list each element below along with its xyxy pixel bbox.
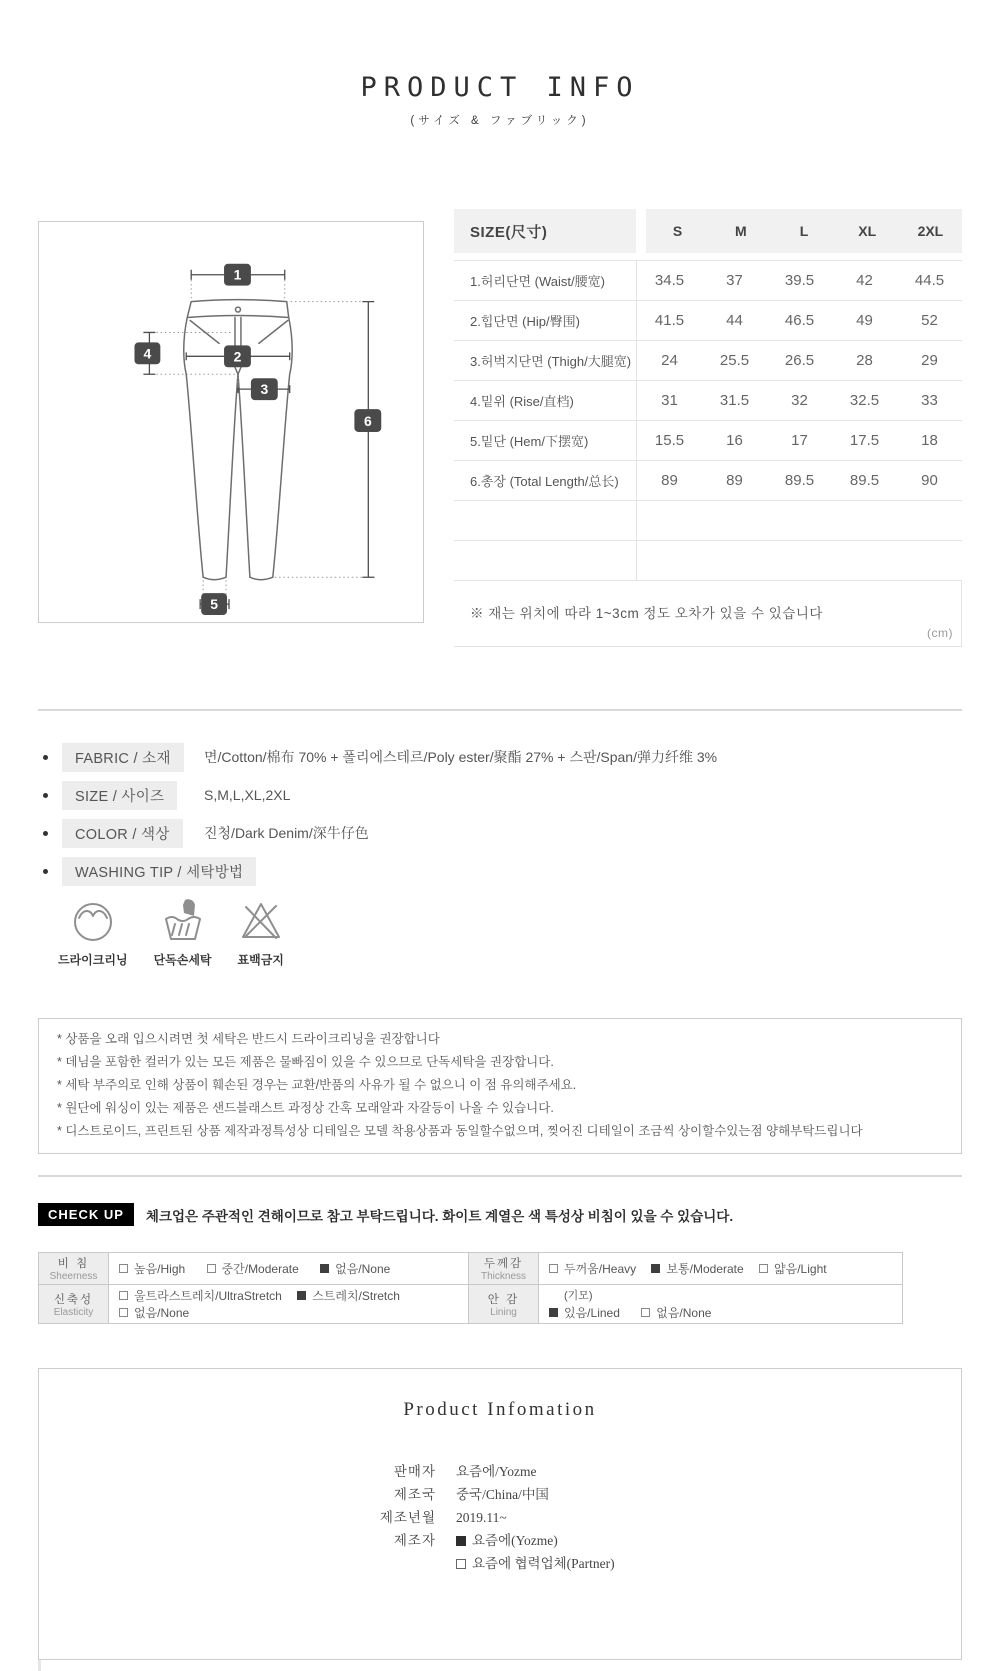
dry-clean-icon — [70, 897, 116, 943]
cell: 16 — [726, 432, 743, 449]
option-sheerness-moderate: 중간/Moderate — [207, 1260, 299, 1277]
maker-option-yozme: 요즘에(Yozme) — [456, 1534, 558, 1548]
cell: 28 — [856, 352, 873, 369]
lining-options — [539, 1285, 903, 1324]
hand-wash-icon — [160, 897, 206, 943]
elasticity-options — [109, 1285, 469, 1324]
cell: 17.5 — [849, 432, 880, 449]
size-section — [38, 209, 962, 647]
bullet-icon — [43, 755, 48, 760]
size-table-body — [454, 260, 962, 647]
no-bleach-icon — [238, 897, 284, 943]
lining-prefix: (기모) — [564, 1290, 593, 1302]
checkbox-icon — [549, 1308, 558, 1317]
table-row-hip — [454, 301, 962, 341]
size-value: S,M,L,XL,2XL — [204, 787, 291, 803]
svg-text:6: 6 — [363, 412, 372, 429]
spec-list — [38, 745, 962, 883]
checkup-row-2 — [39, 1285, 903, 1324]
bullet-icon — [43, 793, 48, 798]
checkbox-icon — [549, 1264, 558, 1273]
marker-1 — [224, 264, 251, 286]
checkbox-icon — [119, 1308, 128, 1317]
cell: 44.5 — [914, 272, 945, 289]
wash-item-label: 표백금지 — [237, 953, 284, 967]
color-value: 진청/Dark Denim/深牛仔色 — [204, 825, 369, 841]
cell: 25.5 — [719, 352, 750, 369]
row-label: 2.힙단면 (Hip/臀围) — [470, 314, 580, 329]
option-elasticity-stretch: 스트레치/Stretch — [297, 1287, 400, 1304]
wash-item-dry-clean — [58, 897, 128, 968]
fabric-value: 면/Cotton/棉布 70% + 폴리에스테르/Poly ester/聚酯 27% + 스판/Span/弹力纤维 3% — [204, 749, 718, 765]
row-label: 4.밑위 (Rise/直档) — [470, 394, 574, 409]
row-label: 6.총장 (Total Length/总长) — [470, 474, 619, 489]
size-col-xl: XL — [858, 223, 877, 239]
cell: 89 — [726, 472, 743, 489]
checkup-row — [38, 1203, 962, 1226]
checkbox-icon — [297, 1291, 306, 1300]
cell: 89.5 — [849, 472, 880, 489]
svg-text:4: 4 — [143, 345, 152, 362]
cell: 15.5 — [654, 432, 685, 449]
care-note: * 상품을 오래 입으시려면 첫 세탁은 반드시 드라이크리닝을 권장합니다 — [57, 1032, 440, 1046]
sheerness-header: 비 침 Sheerness — [39, 1253, 109, 1285]
checkbox-icon — [207, 1264, 216, 1273]
checkbox-icon — [320, 1264, 329, 1273]
row-label: 3.허벅지단면 (Thigh/大腿宽) — [470, 354, 632, 369]
cell: 44 — [726, 312, 743, 329]
pi-row-maker: 제조자 요즘에(Yozme) — [393, 1533, 558, 1548]
option-lining-none: 없음/None — [641, 1304, 711, 1321]
title-block — [0, 0, 1000, 128]
cell: 90 — [921, 472, 938, 489]
cell: 32.5 — [849, 392, 880, 409]
care-note: * 원단에 워싱이 있는 제품은 샌드블래스트 과정상 간혹 모래알과 자갈등이 나올 수 있습니다. — [57, 1101, 554, 1115]
row-label: 1.허리단면 (Waist/腰宽) — [470, 274, 605, 289]
cell: 31.5 — [719, 392, 750, 409]
bullet-icon — [43, 831, 48, 836]
size-table-header — [454, 209, 962, 253]
size-table — [454, 209, 962, 647]
elasticity-header: 신축성 Elasticity — [39, 1285, 109, 1324]
checkbox-icon — [456, 1559, 466, 1569]
washing-icons — [58, 897, 962, 968]
table-row-rise — [454, 381, 962, 421]
cell: 89 — [661, 472, 678, 489]
size-col-m: M — [734, 223, 747, 239]
care-note: * 데님을 포함한 컬러가 있는 모든 제품은 물빠짐이 있을 수 있으므로 단독세탁을 권장합니다. — [57, 1055, 554, 1069]
cell: 46.5 — [784, 312, 815, 329]
cell: 34.5 — [654, 272, 685, 289]
option-thickness-heavy: 두꺼움/Heavy — [549, 1260, 636, 1277]
thickness-options — [539, 1253, 903, 1285]
wash-item-label: 드라이크리닝 — [58, 953, 128, 967]
option-thickness-light: 얇음/Light — [759, 1260, 827, 1277]
pi-row-country: 제조국 중국/China/中国 — [393, 1487, 549, 1502]
table-row-hem — [454, 421, 962, 461]
wash-item-hand-wash — [154, 897, 212, 968]
spec-row-washing — [38, 859, 962, 883]
svg-text:5: 5 — [210, 596, 218, 613]
checkbox-icon — [119, 1264, 128, 1273]
option-elasticity-ultrastretch: 울트라스트레치/UltraStretch — [119, 1287, 282, 1304]
cell: 33 — [921, 392, 938, 409]
size-col-l: L — [799, 223, 809, 239]
cell: 49 — [856, 312, 873, 329]
care-notes-box — [38, 1018, 962, 1154]
checkbox-icon — [119, 1291, 128, 1300]
wash-item-no-bleach — [238, 897, 284, 968]
option-sheerness-none: 없음/None — [320, 1260, 390, 1277]
pi-row-seller: 판매자 요즘에/Yozme — [393, 1464, 537, 1479]
sheerness-options — [109, 1253, 469, 1285]
color-label: COLOR / 색상 — [62, 819, 183, 848]
care-note: * 디스트로이드, 프린트된 상품 제작과정특성상 디테일은 모델 착용상품과 동일할수없으며, 찢어진 디테일이 조금씩 상이할수있는점 양해부탁드립니다 — [57, 1124, 863, 1138]
page-subtitle: (サイズ & ファブリック) — [410, 115, 590, 127]
cell: 26.5 — [784, 352, 815, 369]
washing-label: WASHING TIP / 세탁방법 — [62, 857, 256, 886]
cell: 37 — [726, 272, 743, 289]
marker-2 — [224, 345, 251, 367]
size-col-s: S — [672, 223, 683, 239]
checkbox-icon — [641, 1308, 650, 1317]
checkbox-icon — [651, 1264, 660, 1273]
product-information-rows — [39, 1465, 961, 1571]
checkbox-icon — [759, 1264, 768, 1273]
pi-row-date: 제조년월 2019.11~ — [379, 1510, 507, 1525]
product-information-box — [38, 1368, 962, 1660]
checkup-row-1 — [39, 1253, 903, 1285]
cell: 41.5 — [654, 312, 685, 329]
svg-text:2: 2 — [233, 348, 242, 365]
pants-measurement-diagram — [38, 221, 424, 623]
spec-row-size — [38, 783, 962, 807]
option-sheerness-high: 높음/High — [119, 1260, 185, 1277]
product-information-title: Product Infomation — [403, 1399, 597, 1420]
cell: 29 — [921, 352, 938, 369]
spec-row-color — [38, 821, 962, 845]
maker-option-partner: 요즘에 협력업체(Partner) — [456, 1557, 615, 1571]
fabric-label: FABRIC / 소재 — [62, 743, 184, 772]
page-title: PRODUCT INFO — [360, 72, 640, 103]
marker-5 — [201, 593, 227, 615]
divider — [38, 709, 962, 711]
cell: 39.5 — [784, 272, 815, 289]
option-elasticity-none: 없음/None — [119, 1304, 189, 1321]
size-table-title: SIZE(尺寸) — [454, 209, 636, 253]
marker-4 — [134, 342, 160, 364]
size-note-text: ※ 재는 위치에 따라 1~3cm 정도 오차가 있을 수 있습니다 — [470, 606, 823, 621]
cell: 32 — [791, 392, 808, 409]
lining-header: 안 감 Lining — [469, 1285, 539, 1324]
left-border-line — [38, 1660, 41, 1671]
size-unit: (cm) — [927, 626, 953, 640]
svg-text:1: 1 — [233, 266, 242, 283]
divider — [38, 1175, 962, 1177]
table-row-total-length — [454, 461, 962, 501]
checkbox-icon — [456, 1536, 466, 1546]
care-note: * 세탁 부주의로 인해 상품이 훼손된 경우는 교환/반품의 사유가 될 수 없으니 이 점 유의해주세요. — [57, 1078, 577, 1092]
pants-diagram-svg — [39, 222, 423, 622]
bullet-icon — [43, 869, 48, 874]
svg-text:3: 3 — [260, 381, 269, 398]
pi-row-maker-partner — [39, 1557, 961, 1571]
size-columns — [646, 209, 962, 253]
option-lining-lined: 있음/Lined — [549, 1304, 620, 1321]
cell: 89.5 — [784, 472, 815, 489]
option-thickness-moderate: 보통/Moderate — [651, 1260, 743, 1277]
wash-item-label: 단독손세탁 — [153, 953, 212, 967]
size-note — [454, 581, 962, 647]
cell: 17 — [791, 432, 808, 449]
checkup-badge: CHECK UP — [38, 1203, 134, 1226]
marker-3 — [251, 378, 278, 400]
table-row-thigh — [454, 341, 962, 381]
cell: 24 — [661, 352, 678, 369]
thickness-header: 두께감 Thickness — [469, 1253, 539, 1285]
table-row-waist — [454, 261, 962, 301]
size-col-2xl: 2XL — [917, 223, 944, 239]
checkup-table — [38, 1252, 903, 1324]
cell: 31 — [661, 392, 678, 409]
table-row-empty — [454, 541, 962, 581]
spec-row-fabric — [38, 745, 962, 769]
checkup-description: 체크업은 주관적인 견해이므로 참고 부탁드립니다. 화이트 계열은 색 특성상 비침이 있을 수 있습니다. — [145, 1208, 734, 1224]
size-label: SIZE / 사이즈 — [62, 781, 177, 810]
cell: 18 — [921, 432, 938, 449]
table-row-empty — [454, 501, 962, 541]
cell: 52 — [921, 312, 938, 329]
row-label: 5.밑단 (Hem/下摆宽) — [470, 434, 589, 449]
marker-6 — [354, 409, 381, 432]
cell: 42 — [856, 272, 873, 289]
